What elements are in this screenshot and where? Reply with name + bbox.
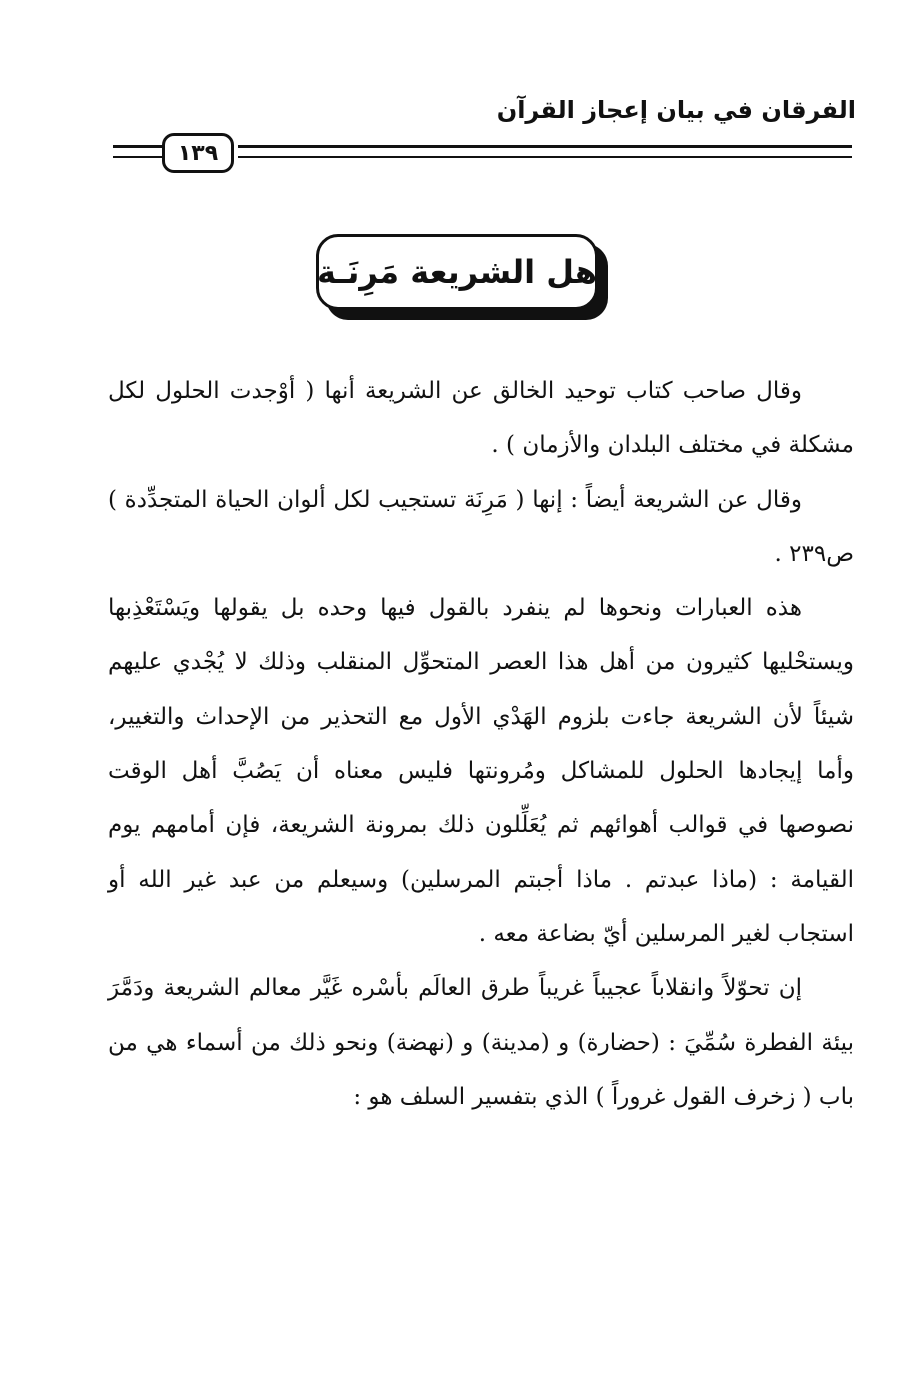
section-heading: هل الشريعة مَرِنَـة — [316, 234, 598, 310]
paragraph: وقال عن الشريعة أيضاً : إنها ( مَرِنَة تستجيب لكل ألوان الحياة المتجدِّدة ) ص٢٣٩ . — [108, 486, 854, 567]
header-rule-left-bottom — [113, 156, 163, 158]
body-text — [108, 364, 854, 1124]
paragraph: هذه العبارات ونحوها لم ينفرد بالقول فيها وحده بل يقولها ويَسْتَعْذِبها ويستحْليها كثيرون من أهل هذا العصر المتحوِّل المنقلب وذلك لا يُجْدي عليهم شيئاً لأن الشريعة جاءت بلزوم الهَدْي الأول مع التحذير من الإحداث والتغيير، وأما إيجادها الحلول للمشاكل ومُرونتها فليس معناه أن يَصُبَّ أهل الوقت نصوصها في قوالب أهوائهم ثم يُعَلِّلون ذلك بمرونة الشريعة، فإن أمامهم يوم القيامة : (ماذا عبدتم . ماذا أجبتم المرسلين) وسيعلم من عبد غير الله أو استجاب لغير المرسلين أيّ بضاعة معه . — [108, 595, 854, 947]
running-title: الفرقان في بيان إعجاز القرآن — [496, 96, 856, 124]
paragraph: إن تحوّلاً وانقلاباً عجيباً غريباً طرق العالَم بأسْره غَيَّر معالم الشريعة ودَمَّرَ بيئة الفطرة سُمِّيَ : (حضارة) و (مدينة) و (نهضة) ونحو ذلك من أسماء هي من باب ( زخرف القول غروراً ) الذي بتفسير السلف هو : — [108, 975, 854, 1110]
page-number: ١٣٩ — [162, 133, 234, 173]
header-rule-right-bottom — [238, 156, 852, 158]
paragraph: وقال صاحب كتاب توحيد الخالق عن الشريعة أنها ( أوْجدت الحلول لكل مشكلة في مختلف البلدان والأزمان ) . — [108, 378, 854, 459]
header-rule-right-top — [238, 145, 852, 148]
header-rule-left-top — [113, 145, 163, 148]
